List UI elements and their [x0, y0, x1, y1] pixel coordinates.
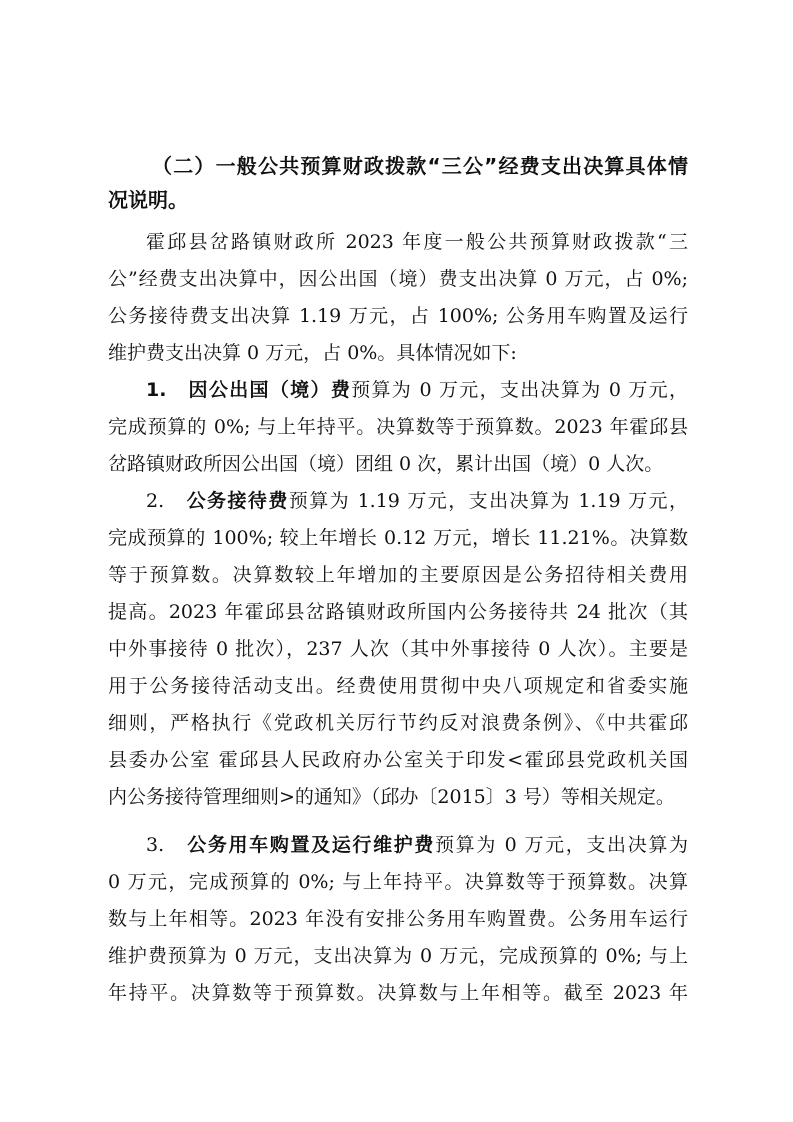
item3-number: 3. [146, 834, 165, 856]
item2-line-2: 完成预算的 100%; 较上年增长 0.12 万元，增长 11.21%。决算数 [108, 527, 688, 549]
item2-title: 公务接待费 [186, 490, 289, 512]
item1-line-1-text: 预算为 0 万元，支出决算为 0 万元， [351, 379, 688, 401]
item3-title: 公务用车购置及运行维护费 [187, 834, 436, 856]
item2-line-1-text: 预算为 1.19 万元，支出决算为 1.19 万元， [288, 490, 688, 512]
intro-line-3: 公务接待费支出决算 1.19 万元，占 100%; 公务用车购置及运行 [108, 305, 688, 327]
item3-line-4: 维护费预算为 0 万元，支出决算为 0 万元，完成预算的 0%; 与上 [108, 945, 688, 967]
item1-number: 1. [146, 379, 167, 401]
item3-line-1 [146, 828, 688, 862]
item1-line-3: 岔路镇财政所因公出国（境）团组 0 次，累计出国（境）0 人次。 [108, 453, 664, 475]
item1-line-1 [146, 373, 688, 407]
item1-title: 因公出国（境）费 [188, 379, 352, 401]
section-heading-line-2: 况说明。 [108, 188, 188, 212]
item2-line-1 [146, 484, 688, 518]
item2-line-7: 细则，严格执行《党政机关厉行节约反对浪费条例》、《中共霍邱 [108, 712, 688, 734]
item3-line-5: 年持平。决算数等于预算数。决算数与上年相等。截至 2023 年 [108, 982, 688, 1004]
item2-line-8: 县委办公室 霍邱县人民政府办公室关于印发<霍邱县党政机关国 [108, 749, 688, 771]
item2-line-5: 中外事接待 0 批次），237 人次（其中外事接待 0 人次）。主要是 [108, 638, 688, 660]
item2-line-6: 用于公务接待活动支出。经费使用贯彻中央八项规定和省委实施 [108, 675, 688, 697]
item3-line-2: 0 万元，完成预算的 0%; 与上年持平。决算数等于预算数。决算 [108, 871, 688, 893]
intro-line-4: 维护费支出决算 0 万元，占 0%。具体情况如下: [108, 342, 517, 364]
item3-line-3: 数与上年相等。2023 年没有安排公务用车购置费。公务用车运行 [108, 908, 688, 930]
item2-line-3: 等于预算数。决算数较上年增加的主要原因是公务招待相关费用 [108, 564, 688, 586]
section-heading-line-1: （二）一般公共预算财政拨款“三公”经费支出决算具体情 [152, 154, 688, 178]
item3-line-1-text: 预算为 0 万元，支出决算为 [435, 834, 688, 856]
item1-line-2: 完成预算的 0%; 与上年持平。决算数等于预算数。2023 年霍邱县 [108, 416, 688, 438]
intro-line-1: 霍邱县岔路镇财政所 2023 年度一般公共预算财政拨款“三 [146, 231, 688, 253]
item2-line-4: 提高。2023 年霍邱县岔路镇财政所国内公务接待共 24 批次（其 [108, 601, 688, 623]
item2-number: 2. [146, 490, 165, 512]
intro-line-2: 公”经费支出决算中，因公出国（境）费支出决算 0 万元，占 0%; [108, 268, 688, 290]
item2-line-9: 内公务接待管理细则>的通知》（邱办〔2015〕3 号）等相关规定。 [108, 786, 675, 808]
